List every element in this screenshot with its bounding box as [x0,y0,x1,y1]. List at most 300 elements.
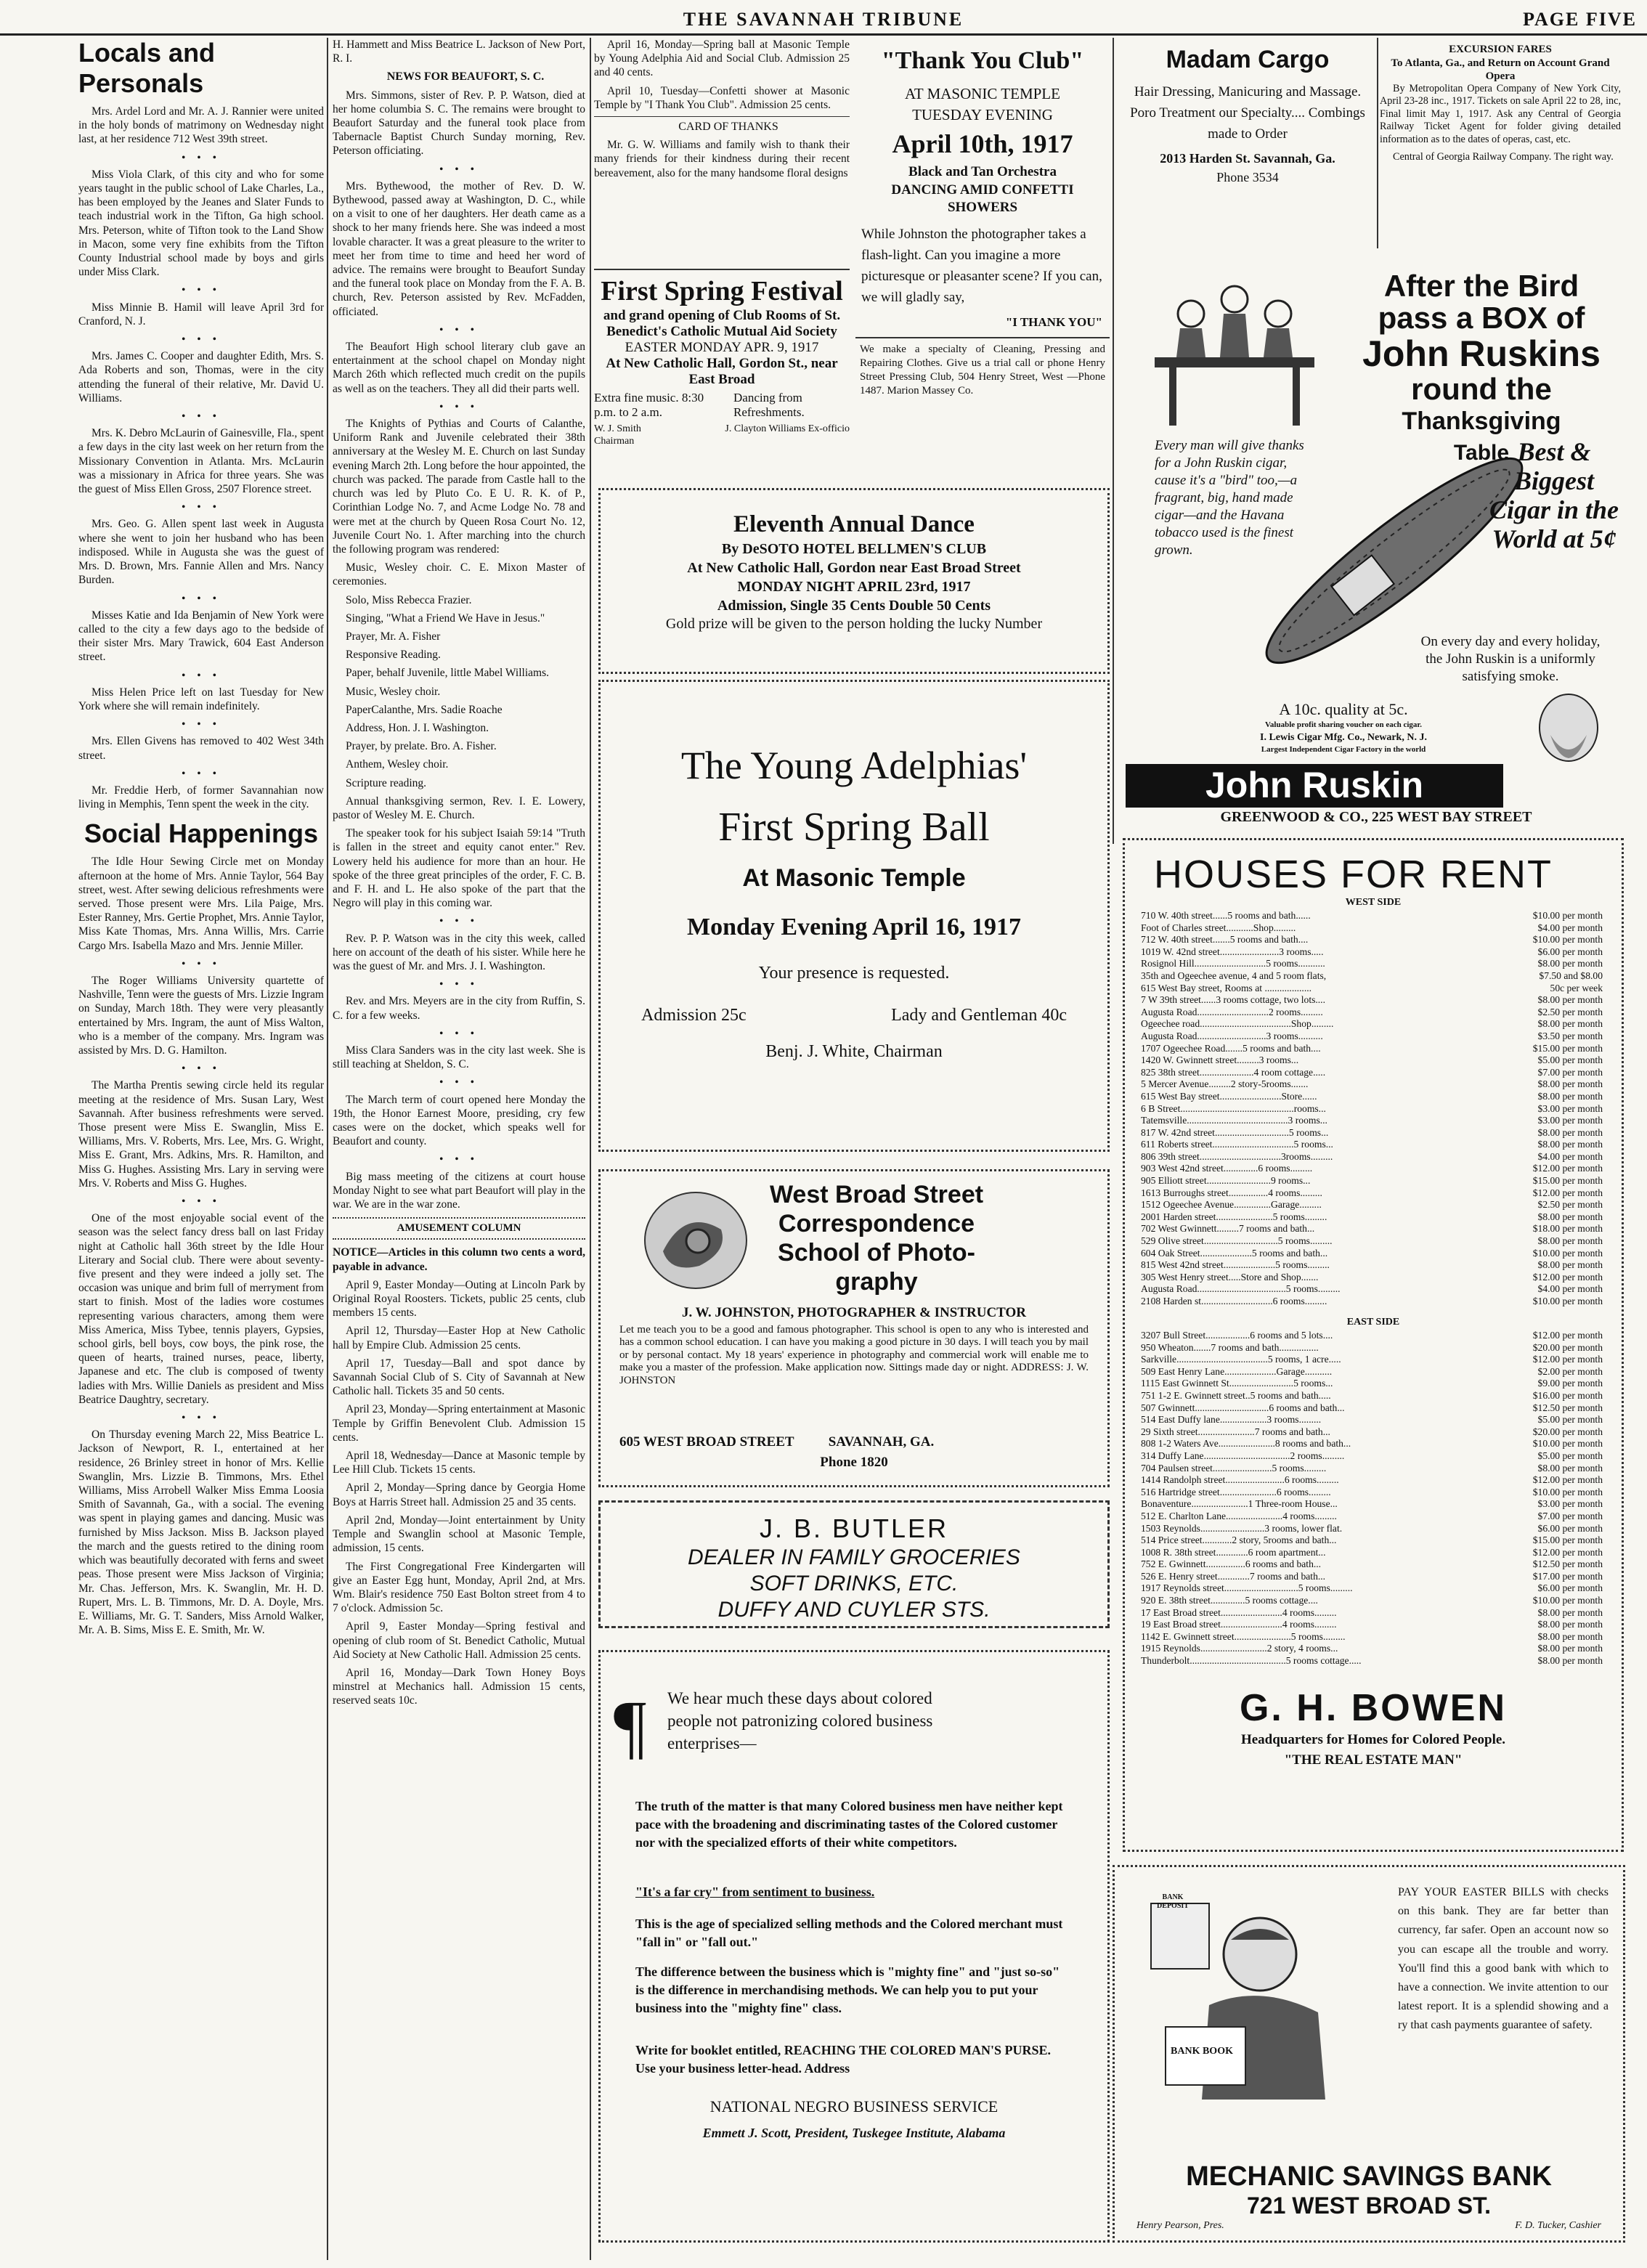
dance-club: By DeSOTO HOTEL BELLMEN'S CLUB [721,541,987,557]
beaufort-heading: NEWS FOR BEAUFORT, S. C. [386,70,545,84]
rental-price: $12.00 per month [1532,1474,1603,1486]
photo-title-line: West Broad Street [769,1181,984,1208]
rental-price: $12.00 per month [1532,1163,1603,1174]
ruskin-voucher: Valuable profit sharing voucher on each cigar. [1264,720,1423,729]
bank-copy: PAY YOUR EASTER BILLS with checks on this bank. They are far better than currency, far safer. Open an account now so you can escape all the trouble and worry. You'll find this a good bank with which to have a connection. We invite attention to our latest report. It is a splendid showing and a ry that cash payments guarantee of safety. [1398,1886,1609,2032]
rental-property: 825 38th street......................4 room cottage..... [1141,1066,1326,1078]
rental-listing-row [1139,1115,1604,1127]
separator: • • • [181,718,221,731]
rental-price: $8.00 per month [1537,1606,1603,1618]
separator: • • • [181,957,221,970]
festival-music: Extra fine music. 8:30 p.m. to 2 a.m. [594,391,704,419]
rental-listing-row [1139,1438,1604,1450]
rental-listing-row [1139,958,1604,970]
rental-price: $12.00 per month [1532,1271,1603,1283]
rental-listing-row [1139,1139,1604,1151]
program-line: Paper, behalf Juvenile, little Mabel Williams. [346,667,549,680]
rental-property: 1115 East Gwinnett St..........................5 rooms... [1141,1378,1333,1389]
rental-price: $12.00 per month [1532,1354,1603,1365]
rental-property: 1512 Ogeechee Avenue...............Garage......... [1141,1199,1322,1211]
rental-listing-row [1139,1187,1604,1200]
rental-property: 806 39th street.................................3rooms......... [1141,1150,1333,1162]
program-line: Responsive Reading. [346,649,441,662]
cargo-services: Hair Dressing, Manicuring and Massage. Poro Treatment our Specialty.... Combings made to Order [1130,84,1365,142]
rental-listing-row [1139,1547,1604,1559]
ruskin-factory: Largest Independent Cigar Factory in the world [1261,745,1426,754]
thank-you-club-ad [855,38,1110,482]
social-heading: Social Happenings [84,818,319,849]
rental-listing-row [1139,946,1604,959]
social-item: One of the most enjoyable social event of the season was the select fancy dress ball on last Friday night at Catholic hall 36th street by the Idle Hour Literary and Social club. There were about seventy-five present and they were indeed a jolly set. The occasion was unique and brim full of merryment from start to finish. Most of the ladies wore costumes representing various characters, among them were Miss America, Miss Tybee, tennis players, Gypsies, school girls, bell boys, cow boys, the pink rose, the queen of hearts, trained nurses, peace, liberty, Japanese and etc. The club is composed of twenty ladies with Mrs. Willie Daniels as president and Miss Beatrice Daughtry, secretary. [78,1212,324,1406]
rental-price: $10.00 per month [1532,1438,1603,1450]
rental-property: 6 B Street..............................................rooms... [1141,1102,1326,1114]
thanks-text: Mr. G. W. Williams and family wish to thank their many friends for their kindness during their recent bereavement, also for the many handsome floral designs [594,139,850,179]
rental-price: $5.00 per month [1537,1450,1603,1461]
photo-phone: Phone 1820 [820,1455,888,1470]
rental-listing-row [1139,1619,1604,1631]
thank-you-dancing: DANCING AMID CONFETTI SHOWERS [891,182,1074,215]
rental-property: 920 E. 38th street..............5 rooms cottage.... [1141,1595,1318,1606]
rental-property: 35th and Ogeechee avenue, 4 and 5 room flats, [1141,970,1327,981]
festival-date: EASTER MONDAY APR. 9, 1917 [625,340,819,355]
rental-property: 611 Roberts street.................................5 rooms... [1141,1139,1333,1150]
program-line: Annual thanksgiving sermon, Rev. I. E. Lowery, pastor of Wesley M. E. Church. [333,794,585,821]
rental-property: 512 E. Charlton Lane.......................4 rooms......... [1141,1510,1337,1521]
bank-ad [1113,1865,1625,2243]
thank-you-sign: "I THANK YOU" [1005,315,1102,329]
beaufort-item: The speaker took for his subject Isaiah 59:14 "Truth is fallen in the street and equity canot enter." Rev. Lowery held his audience for more than an hour. He spoke of the three great principles of the order, F. C. B. and F. H. and L. He also spoke of the part that the Negro will play in this coming war. [333,827,585,910]
festival-ad [594,269,850,481]
rental-listing-row [1139,1366,1604,1378]
rental-property: Rosignol Hill.............................5 rooms........... [1141,958,1325,970]
social-item: The Idle Hour Sewing Circle met on Monday afternoon at the home of Mrs. Annie Taylor, 564 Bay street, west. After sewing delicious refreshments were served. Those present were Mrs. Lila Paige, Mrs. Ester Ranney, Mrs. Gertie Prophet, Mrs. Annie Taylor, Miss Kate Thomas, Mrs. Anna Willis, Mrs. Carrie Cargo Mrs. Isabella Mazo and Mrs. Jennie Miller. [78,855,324,952]
adelphias-chairman: Benj. J. White, Chairman [765,1042,943,1061]
rental-price: $8.00 per month [1537,1655,1603,1667]
amusement-item: April 2, Monday—Spring dance by Georgia Home Boys at Harris Street hall. Admission 25 and 35 cents. [333,1481,585,1508]
locals-item: Miss Minnie B. Hamil will leave April 3rd for Cranford, N. J. [78,301,324,328]
festival-place: At New Catholic Hall, Gordon St., near East Broad [606,356,838,387]
bowen-headquarters: Headquarters for Homes for Colored People. [1240,1732,1506,1747]
rental-listing-row [1139,1631,1604,1643]
rental-price: $8.00 per month [1537,1259,1603,1271]
separator: • • • [439,1076,479,1089]
column-amusement-cont [594,38,850,256]
rental-price: $8.00 per month [1537,1078,1603,1090]
ruskin-headline-line: Thanksgiving [1402,407,1561,435]
rental-price: $10.00 per month [1532,1247,1603,1259]
ruskin-brand: John Ruskin [1126,764,1503,806]
pilcrow-icon: ¶ [614,1686,647,1766]
locals-item: Mrs. James C. Cooper and daughter Edith, Mrs. S. Ada Roberts and son, Thomas, were in the city attending the funeral of their relative, Mr. David U. Williams. [78,350,324,405]
rental-listing-row [1139,1571,1604,1583]
rental-listing-row [1139,1151,1604,1163]
festival-signatures [594,423,850,447]
rental-listing-row [1139,1272,1604,1284]
separator: • • • [439,1027,479,1040]
east-side-listings [1139,1330,1604,1667]
rental-property: 514 Price street............2 story, 5rooms and bath... [1141,1535,1337,1546]
rental-listing-row [1139,1463,1604,1475]
rental-price: $12.00 per month [1532,1546,1603,1558]
rental-property: 615 West Bay street.........................Store...... [1141,1090,1317,1102]
rental-property: 516 Hartridge street.......................6 rooms......... [1141,1486,1331,1497]
adelphias-place: At Masonic Temple [742,864,966,892]
locals-item: Mrs. Ardel Lord and Mr. A. J. Rannier were united in the holy bonds of matrimony on Wednesday night last, at her residence 712 West 39th street. [78,105,324,146]
rental-property: 305 West Henry street.....Store and Shop....... [1141,1271,1319,1283]
east-side-table [1139,1330,1604,1667]
rental-property: 752 E. Gwinnett................6 rooms and bath... [1141,1558,1322,1570]
locals-item: Mr. Freddie Herb, of former Savannahian now living in Memphis, Tenn spent the week in the city. [78,784,324,811]
rental-property: 29 Sixth street.......................7 rooms and bath... [1141,1426,1330,1437]
rental-price: $4.00 per month [1537,1150,1603,1162]
butler-trade: DEALER IN FAMILY GROCERIES [688,1545,1020,1569]
rental-price: $8.00 per month [1537,1090,1603,1102]
rental-property: Augusta Road............................3 rooms.......... [1141,1030,1323,1041]
rental-price: $8.00 per month [1537,1126,1603,1138]
cargo-title: Madam Cargo [1166,46,1330,73]
separator: • • • [181,151,221,164]
bank-name: MECHANIC SAVINGS BANK [1186,2161,1552,2192]
dance-admission: Admission, Single 35 Cents Double 50 Cents [717,598,991,614]
rental-property: 2108 Harden st.............................6 rooms......... [1141,1296,1327,1306]
amusement-item: April 16, Monday—Dark Town Honey Boys minstrel at Mechanics hall. Admission 15 cents, reserved seats 10c. [333,1666,585,1707]
beaufort-item: Miss Clara Sanders was in the city last week. She is still teaching at Sheldon, S. C. [333,1044,585,1071]
rental-listing-row [1139,1487,1604,1499]
amusement-item: April 10, Tuesday—Confetti shower at Masonic Temple by "I Thank You Club". Admission 25 cents. [594,84,850,111]
west-side-heading: WEST SIDE [1345,897,1402,908]
rental-listing-row [1139,1378,1604,1390]
beaufort-item: Big mass meeting of the citizens at court house Monday Night to see what part Beaufort will play in the war. We are in the war zone. [333,1170,585,1211]
social-item: The Martha Prentis sewing circle held its regular meeting at the residence of Mrs. Susan Lary, West Savannah. After business refreshments were served. Those present were Miss E. Swanglin, Miss E. Williams, Mrs. V. Roberts, Mrs. Lee, Mrs. G. Wright, Miss E. Grant, Mrs. Adkins, Mrs. R. Hamilton, and Miss G. Hughes. Assisting Mrs. Lary in serving were Mrs. V. Roberts and Miss G. Hughes. [78,1079,324,1190]
rental-price: $6.00 per month [1537,1522,1603,1534]
rental-property: 712 W. 40th street.......5 rooms and bath.... [1141,934,1309,946]
rental-property: 615 West Bay street, Rooms at ................... [1141,982,1312,993]
rental-price: $12.50 per month [1532,1402,1603,1413]
separator: • • • [181,333,221,346]
separator: • • • [181,592,221,605]
program-line: Solo, Miss Rebecca Frazier. [346,593,472,606]
beaufort-item: Rev. P. P. Watson was in the city this week, called here on account of the death of his sister. While here he was the guest of Mr. and Mrs. J. I. Washington. [333,932,585,972]
ruskin-left-copy: Every man will give thanks for a John Ruskin cigar, cause it's a "bird" too,—a fragrant, big, hand made cigar—and the Havana tobacco used is the finest grown. [1155,438,1304,558]
ruskin-dealer: GREENWOOD & CO., 225 WEST BAY STREET [1220,809,1532,825]
rental-listing-row [1139,1390,1604,1402]
separator: • • • [439,163,479,176]
beaufort-item: Rev. and Mrs. Meyers are in the city from Ruffin, S. C. for a few weeks. [333,995,585,1022]
butler-ad [598,1500,1110,1628]
business-p5: Write for booklet entitled, REACHING THE COLORED MAN'S PURSE. Use your business letter-head. Address [635,2043,1052,2076]
locals-item: Mrs. Ellen Givens has removed to 402 West 34th street. [78,735,324,762]
rental-listing-row [1139,983,1604,995]
rental-listing-row [1139,1582,1604,1595]
festival-exofficio: J. Clayton Williams Ex-officio [725,423,850,434]
houses-for-rent-ad [1123,838,1624,1852]
separator: • • • [181,1412,221,1425]
rental-price: $2.00 per month [1537,1365,1603,1377]
rental-listing-row [1139,1330,1604,1342]
rental-price: $10.00 per month [1532,1296,1603,1306]
rental-property: 2001 Harden street.......................5 rooms......... [1141,1211,1327,1222]
excursion-body: By Metropolitan Opera Company of New York City, April 23-28 inc., 1917. Tickets on sale April 22 to 28, inc, Final limit May 1, 1917. Ask any Central of Georgia Railway Ticket Agent for folder giving detailed information as to the dates of operas, cast, etc. [1380,82,1621,145]
cargo-address: 2013 Harden St. Savannah, Ga. [1160,151,1335,166]
ruskin-right-copy: On every day and every holiday, the John Ruskin is a uniformly satisfying smoke. [1420,634,1601,684]
rental-listing-row [1139,1283,1604,1296]
thanksgiving-table-illustration-icon [1140,270,1329,437]
rental-property: 702 West Gwinnett.........7 rooms and bath... [1141,1223,1315,1235]
rental-property: Tatemsville.........................................3 rooms... [1141,1115,1327,1126]
program-line: Music, Wesley choir. C. E. Mixon Master of ceremonies. [333,561,585,588]
thank-you-venue: AT MASONIC TEMPLE [905,85,1060,102]
dance-prize: Gold prize will be given to the person holding the lucky Number [665,616,1043,632]
masthead [0,4,1647,36]
rental-property: 815 West 42nd street.....................5 rooms......... [1141,1259,1330,1271]
business-service-ad [598,1650,1110,2243]
rental-listing-row [1139,1498,1604,1511]
rental-property: 1414 Randolph street........................6 rooms......... [1141,1474,1339,1486]
separator: • • • [181,284,221,297]
dance-date: MONDAY NIGHT APRIL 23rd, 1917 [737,579,971,595]
rental-listing-row [1139,1643,1604,1655]
rental-price: $8.00 per month [1537,1139,1603,1150]
amusement-item: April 16, Monday—Spring ball at Masonic Temple by Young Adelphia Aid and Social Club. Admission 25 and 40 cents. [594,38,850,79]
rental-property: Bonaventure.......................1 Three-room House... [1141,1498,1338,1510]
rental-property: 1019 W. 42nd street........................3 rooms..... [1141,946,1324,957]
thank-you-body: While Johnston the photographer takes a flash-light. Can you imagine a more picturesque or pleasanter scene? If you can, we will gladly say, [861,227,1102,305]
photo-school-ad [598,1169,1110,1487]
rental-price: $4.00 per month [1537,1283,1603,1295]
rental-property: 514 East Duffy lane...................3 rooms......... [1141,1414,1322,1426]
rental-price: $20.00 per month [1532,1341,1603,1353]
rental-property: 1142 E. Gwinnett street.......................5 rooms......... [1141,1630,1346,1642]
rental-listing-row [1139,1450,1604,1463]
butler-name: J. B. BUTLER [759,1513,949,1543]
rental-property: 529 Olive street..............................5 rooms......... [1141,1235,1333,1247]
rental-price: $6.00 per month [1537,1582,1603,1594]
column-rule [327,38,328,2260]
ruskin-headline-line: pass a BOX of [1378,301,1585,335]
rental-price: $10.00 per month [1532,934,1603,946]
rental-property: Augusta Road....................................5 rooms......... [1141,1283,1341,1295]
rental-property: 1503 Reynolds..........................3 rooms, lower flat. [1141,1522,1343,1534]
rental-listing-row [1139,922,1604,935]
program-line: Address, Hon. J. I. Washington. [346,721,489,734]
east-side-heading: EAST SIDE [1346,1317,1400,1328]
separator: • • • [439,915,479,928]
amusement-item: April 12, Thursday—Easter Hop at New Catholic hall by Empire Club. Admission 25 cents. [333,1325,585,1352]
rental-price: $10.00 per month [1532,1486,1603,1497]
rental-listing-row [1139,1342,1604,1354]
rental-price: $16.00 per month [1532,1389,1603,1401]
rental-price: $3.00 per month [1537,1498,1603,1510]
program-line: Prayer, Mr. A. Fisher [346,630,441,643]
ruskin-cigar-ad [1126,270,1627,808]
rental-price: $15.00 per month [1532,1175,1603,1187]
butler-goods: SOFT DRINKS, ETC. [749,1572,959,1596]
rental-listing-row [1139,1078,1604,1091]
rental-property: 903 West 42nd street..............6 rooms......... [1141,1163,1313,1174]
rental-price: $9.00 per month [1537,1378,1603,1389]
program-line: Anthem, Wesley choir. [346,758,449,771]
rental-price: $7.00 per month [1537,1066,1603,1078]
rental-property: 507 Gwinnett..............................6 rooms and bath... [1141,1402,1345,1413]
rental-property: 314 Duffy Lane...................................2 rooms......... [1141,1450,1345,1461]
rental-listing-row [1139,994,1604,1007]
adelphias-title: The Young Adelphias' [680,744,1028,787]
rental-listing-row [1139,1248,1604,1260]
rental-price: $8.00 per month [1537,1018,1603,1030]
rental-property: 19 East Broad street.........................4 rooms......... [1141,1619,1337,1630]
locals-heading: Locals and Personals [78,38,216,98]
rental-property: Foot of Charles street...........Shop......... [1141,922,1296,933]
amusement-heading-box [333,1217,585,1240]
separator: • • • [439,978,479,991]
festival-dancing: Dancing from Refreshments. [733,391,805,419]
page-number: PAGE FIVE [1523,9,1637,30]
festival-subtitle: and grand opening of Club Rooms of St. Benedict's Catholic Mutual Aid Society [603,308,841,339]
cargo-phone: Phone 3534 [1216,170,1279,184]
rental-listing-row [1139,1199,1604,1211]
rental-price: $10.00 per month [1532,910,1603,921]
ruskin-headline-line: Table [1453,441,1510,465]
adelphias-date: Monday Evening April 16, 1917 [686,914,1021,940]
butler-location: DUFFY AND CUYLER STS. [717,1598,991,1622]
rental-listing-row [1139,1091,1604,1103]
rental-listing-row [1139,970,1604,983]
program-line: Music, Wesley choir. [346,685,441,698]
rental-price: $8.00 per month [1537,1630,1603,1642]
ruskin-banner [1126,720,1627,805]
rental-price: $15.00 per month [1532,1535,1603,1546]
excursion-signature: Central of Georgia Railway Company. The right way. [1393,150,1614,163]
rental-price: 50c per week [1550,982,1603,993]
rental-property: 1707 Ogeechee Road.......5 rooms and bath.... [1141,1042,1321,1054]
rental-price: $3.00 per month [1537,1115,1603,1126]
thanks-heading: CARD OF THANKS [594,116,850,134]
rental-listing-row [1139,1402,1604,1415]
bank-deposit-label: BANK DEPOSIT [1157,1893,1189,1910]
rental-property: 1613 Burroughs street................4 rooms......... [1141,1187,1322,1198]
amusement-heading: AMUSEMENT COLUMN [396,1222,521,1235]
festival-title: First Spring Festival [601,276,843,306]
festival-details [594,391,850,420]
rental-property: 1915 Reynolds...........................2 story, 4 rooms... [1141,1643,1338,1654]
west-side-listings [1139,910,1604,1308]
rental-listing-row [1139,1414,1604,1426]
admission-couple: Lady and Gentleman 40c [891,1006,1067,1025]
program-line: Prayer, by prelate. Bro. A. Fisher. [346,740,497,753]
rental-price: $8.00 per month [1537,1211,1603,1222]
rental-property: 950 Wheaton.......7 rooms and bath................ [1141,1341,1319,1353]
admission-single: Admission 25c [641,1006,747,1025]
rental-listing-row [1139,1211,1604,1224]
rental-price: $10.00 per month [1532,1595,1603,1606]
festival-chairman: W. J. Smith Chairman [594,423,641,447]
photo-body: Let me teach you to be a good and famous photographer. This school is open to any who is interested and has a common school education. I can have you making a good picture in 30 days. I will teach you by mail or by personal contact. My 18 years' experience in photography and commercial work will enable me to make you a master of the profession. Make application now. Sittings made day or night. ADDRESS: J. W. JOHNSTON [619,1324,1089,1386]
bank-president: Henry Pearson, Pres. [1136,2220,1224,2231]
bowen-name: G. H. BOWEN [1239,1687,1508,1729]
beaufort-item: The Knights of Pythias and Courts of Calanthe, Uniform Rank and Juvenile celebrated their 38th anniversary at the Wesley M. E. Church on last Sunday evening March 2th. Long before the hour appointed, the church was packed. The parade from Castle hall to the church was led by Pluto Co. E U. R. K. of P., Corinthian Lodge No. 7, and Acme Lodge No. 78 and were met at the church by Queen Rosa Court No. 12, Juvenile Court No. 1. After marching into the church the following program was rendered: [333,418,585,556]
rental-property: Ogeechee road.....................................Shop......... [1141,1018,1334,1030]
column-rule [1113,38,1114,844]
program-line: Scripture reading. [346,776,427,789]
photo-address: 605 WEST BROAD STREET SAVANNAH, GA. [619,1434,935,1450]
program-line: Singing, "What a Friend We Have in Jesus." [346,611,545,625]
locals-item: Mrs. Geo. G. Allen spent last week in Augusta where she went to join her husband who has been indisposed. While in Augusta she was the guest of Mrs. D. Brown, Mrs. Fannie Allen and Mrs. Nancy Burden. [78,518,324,587]
beaufort-item: Mrs. Bythewood, the mother of Rev. D. W. Bythewood, passed away at Washington, D. C., while on a visit to one of her daughters. Her death came as a shock to her many friends here. She was indeed a most lovable character. It was a great pleasure to the writer to meet her from time to time and heed her word of advice. The remains were brought to Beaufort Sunday and the funeral took place on Monday from the F. A. B. church, Rev. Peterson assisted by Rev. McFadden, officiated. [333,179,585,318]
rental-property: 817 W. 42nd street..............................5 rooms... [1141,1126,1329,1138]
business-lead: We hear much these days about colored people not patronizing colored business enterprises— [667,1689,933,1752]
ruskin-quality: A 10c. quality at 5c. [1279,700,1408,718]
rental-property: 808 1-2 Waters Ave.......................8 rooms and bath... [1141,1438,1351,1450]
separator: • • • [439,1153,479,1166]
photo-title-line: School of Photo- [778,1239,975,1267]
rental-price: $12.00 per month [1532,1187,1603,1198]
newspaper-name: THE SAVANNAH TRIBUNE [683,9,964,30]
madam-cargo-ad [1118,38,1378,248]
rental-listing-row [1139,1007,1604,1019]
rental-listing-row [1139,1223,1604,1235]
rental-property: Augusta Road.............................2 rooms......... [1141,1006,1323,1017]
photo-instructor: J. W. JOHNSTON, PHOTOGRAPHER & INSTRUCTOR [681,1305,1027,1320]
rental-listing-row [1139,1511,1604,1523]
rental-listing-row [1139,1354,1604,1366]
thank-you-when: TUESDAY EVENING [912,106,1053,123]
annual-dance-ad [598,488,1110,674]
separator: • • • [181,669,221,682]
beaufort-item: The March term of court opened here Monday the 19th, the Honor Earnest Moore, presiding, cry few cases were on the docket, which speaks well for Beaufort and county. [333,1093,585,1148]
amusement-item: April 9, Easter Monday—Spring festival and opening of club room of St. Benedict Catholic, Mutual Aid Society at New Catholic Hall. Admission 25 cents. [333,1620,585,1661]
rental-listing-row [1139,1426,1604,1439]
amusement-item: April 9, Easter Monday—Outing at Lincoln Park by Original Royal Roosters. Tickets, public 25 cents, club members 15 cents. [333,1278,585,1320]
rental-property: Sarkville.....................................5 rooms, 1 acre..... [1141,1354,1341,1365]
rental-listing-row [1139,1523,1604,1535]
rental-price: $7.00 per month [1537,1510,1603,1521]
photo-school-title [768,1180,985,1296]
rental-listing-row [1139,1296,1604,1308]
rental-price: $8.00 per month [1537,958,1603,970]
social-item: The Roger Williams University quartette of Nashville, Tenn were the guests of Mrs. Lizzie Ingram on Sunday, March 18th. They were very pleasantly entertained by Mrs. Ingram, the aunt of Miss Walton, who is a member of the company. Mrs. Ingram was assisted by Mrs. D. G. Hamilton. [78,974,324,1057]
amusement-item: The First Congregational Free Kindergarten will give an Easter Egg hunt, Monday, April 2nd, at Mrs. Wm. Blair's residence 750 East Bolton street from 4 to 7 o'clock. Admission 5c. [333,1560,585,1615]
locals-item: Mrs. K. Debro McLaurin of Gainesville, Fla., spent a few days in the city last week on her return from the Missionary Convention in Atlanta. Mrs. McLaurin was a missionary in Africa for three years. She was the guest of Miss Ellen Gross, 2507 Florence street. [78,427,324,496]
rental-property: 5 Mercer Avenue.........2 story-5rooms....... [1141,1078,1309,1090]
separator: • • • [181,1062,221,1076]
locals-item: Miss Viola Clark, of this city and who for some years taught in the public school of Lake Charles, La., has been employed by the Jeanes and Slater Funds to teach industrial work in the Tifton, Ga high school. Mrs. Peterson, white of Tifton took to the Land Show in Macon, some very fine exhibits from the Tifton County Industrial school made by boys and girls under Miss Clark. [78,168,324,279]
camera-illustration-icon [641,1186,750,1295]
ruskin-maker: I. Lewis Cigar Mfg. Co., Newark, N. J. [1260,732,1427,743]
rental-price: $12.50 per month [1532,1558,1603,1570]
rental-price: $5.00 per month [1537,1414,1603,1426]
rental-price: $8.00 per month [1537,1619,1603,1630]
column-locals [78,38,324,2260]
rental-price: $3.00 per month [1537,1102,1603,1114]
amusement-item: April 18, Wednesday—Dance at Masonic temple by Lee Hill Club. Tickets 15 cents. [333,1450,585,1476]
bank-address: 721 WEST BROAD ST. [1246,2192,1492,2219]
locals-item: Miss Helen Price left on last Tuesday for New York where she will remain indefinitely. [78,686,324,712]
dance-place: At New Catholic Hall, Gordon near East Broad Street [687,560,1021,576]
separator: • • • [181,767,221,780]
rental-listing-row [1139,1655,1604,1667]
column-rule [590,38,591,2260]
separator: • • • [181,1195,221,1208]
excursion-ad [1380,44,1621,254]
bowen-slogan: "THE REAL ESTATE MAN" [1284,1752,1463,1768]
ruskin-best: Best & Biggest Cigar in the World at 5¢ [1489,437,1619,553]
rental-price: $20.00 per month [1532,1426,1603,1437]
photo-title-line: graphy [835,1268,918,1296]
rental-price: $15.00 per month [1532,1042,1603,1054]
bank-customer-illustration-icon [1136,1889,1340,2107]
business-name: NATIONAL NEGRO BUSINESS SERVICE [709,2097,999,2115]
continued-text: H. Hammett and Miss Beatrice L. Jackson of New Port, R. I. [333,38,585,65]
